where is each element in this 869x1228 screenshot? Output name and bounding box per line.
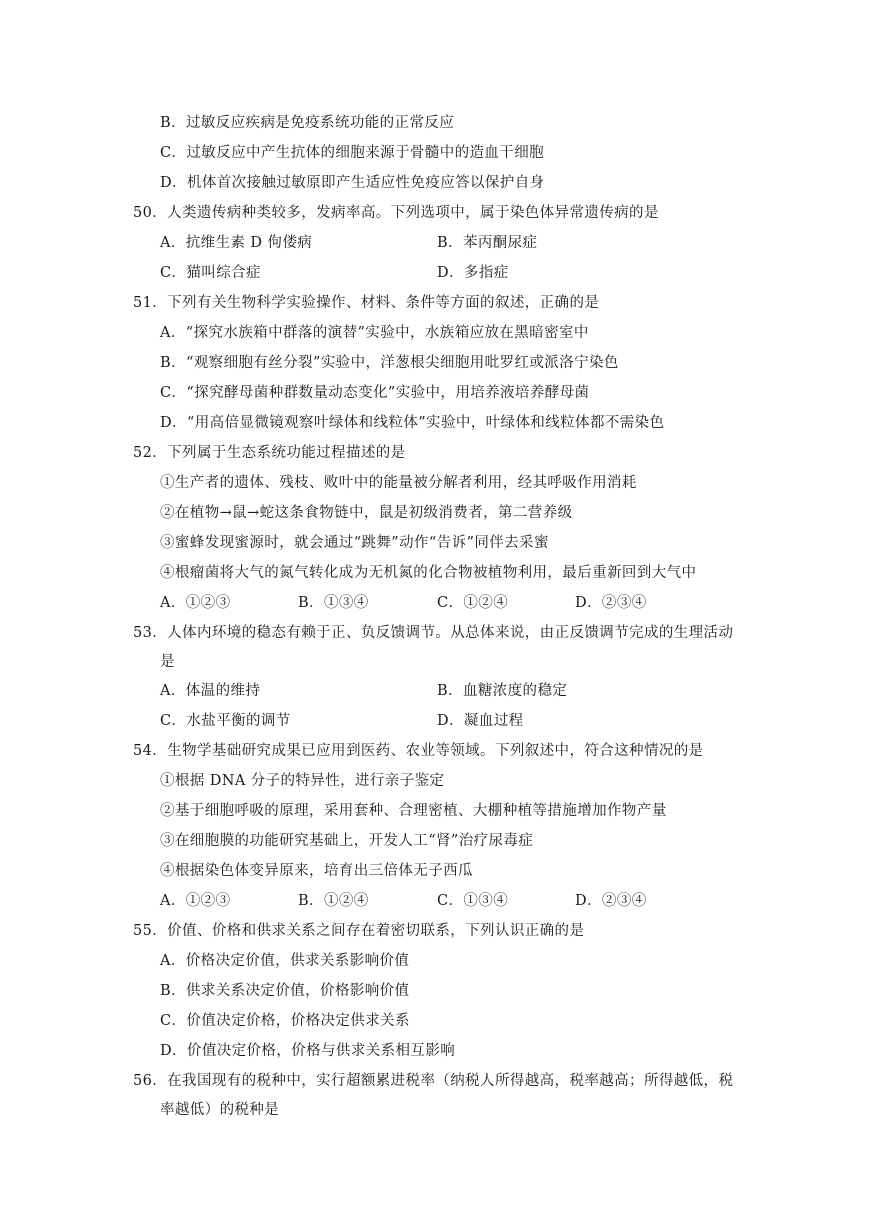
q50-option-d: D．多指症 — [437, 265, 509, 281]
q55-option-a: A．价格决定价值，供求关系影响价值 — [160, 953, 410, 969]
q49-option-c: C．过敏反应中产生抗体的细胞来源于骨髓中的造血干细胞 — [160, 145, 544, 161]
q53-stem-line-2: 是 — [160, 654, 175, 670]
q53-stem-line-1: 53．人体内环境的稳态有赖于正、负反馈调节。从总体来说，由正反馈调节完成的生理活动 — [133, 625, 734, 641]
q50-option-a: A．抗维生素 D 佝偻病 — [160, 235, 313, 251]
q54-statement-4: ④根据染色体变异原来，培育出三倍体无子西瓜 — [160, 863, 473, 879]
q55-stem: 55．价值、价格和供求关系之间存在着密切联系，下列认识正确的是 — [133, 923, 585, 939]
q54-option-d: D．②③④ — [575, 893, 647, 909]
q53-option-c: C．水盐平衡的调节 — [160, 713, 291, 729]
q49-option-b: B．过敏反应疾病是免疫系统功能的正常反应 — [160, 115, 455, 131]
q49-option-d: D．机体首次接触过敏原即产生适应性免疫应答以保护自身 — [160, 175, 545, 191]
q51-option-a: A．“探究水族箱中群落的演替”实验中，水族箱应放在黑暗密室中 — [160, 325, 589, 341]
q51-option-b: B．“观察细胞有丝分裂”实验中，洋葱根尖细胞用吡罗红或派洛宁染色 — [160, 355, 619, 371]
q53-option-d: D．凝血过程 — [437, 713, 524, 729]
q54-option-a: A．①②③ — [160, 893, 231, 909]
q51-option-c: C．“探究酵母菌种群数量动态变化”实验中，用培养液培养酵母菌 — [160, 385, 590, 401]
q52-statement-2: ②在植物→鼠→蛇这条食物链中，鼠是初级消费者，第二营养级 — [160, 505, 573, 521]
q52-stem: 52．下列属于生态系统功能过程描述的是 — [133, 445, 406, 461]
q54-statement-1: ①根据 DNA 分子的特异性，进行亲子鉴定 — [160, 773, 445, 789]
q56-stem-line-1: 56．在我国现有的税种中，实行超额累进税率（纳税人所得越高，税率越高；所得越低，税 — [133, 1073, 734, 1089]
q53-option-a: A．体温的维持 — [160, 683, 261, 699]
q52-option-b: B．①③④ — [298, 595, 369, 611]
q52-option-a: A．①②③ — [160, 595, 231, 611]
q51-option-d: D．“用高倍显微镜观察叶绿体和线粒体”实验中，叶绿体和线粒体都不需染色 — [160, 415, 665, 431]
q53-option-b: B．血糖浓度的稳定 — [437, 683, 568, 699]
q52-statement-1: ①生产者的遗体、残枝、败叶中的能量被分解者利用，经其呼吸作用消耗 — [160, 475, 637, 491]
q55-option-d: D．价值决定价格，价格与供求关系相互影响 — [160, 1043, 456, 1059]
q56-stem-line-2: 率越低）的税种是 — [160, 1102, 280, 1118]
q50-stem: 50．人类遗传病种类较多，发病率高。下列选项中，属于染色体异常遗传病的是 — [133, 205, 659, 221]
q52-option-c: C．①②④ — [437, 595, 509, 611]
q51-stem: 51．下列有关生物科学实验操作、材料、条件等方面的叙述，正确的是 — [133, 295, 600, 311]
q52-statement-3: ③蜜蜂发现蜜源时，就会通过“跳舞”动作“告诉”同伴去采蜜 — [160, 535, 549, 551]
q54-option-b: B．①②④ — [298, 893, 369, 909]
q52-statement-4: ④根瘤菌将大气的氮气转化成为无机氮的化合物被植物利用，最后重新回到大气中 — [160, 565, 697, 581]
q54-statement-2: ②基于细胞呼吸的原理，采用套种、合理密植、大棚种植等措施增加作物产量 — [160, 803, 667, 819]
q50-option-b: B．苯丙酮尿症 — [437, 235, 538, 251]
q55-option-c: C．价值决定价格，价格决定供求关系 — [160, 1013, 410, 1029]
q50-option-c: C．猫叫综合症 — [160, 265, 261, 281]
q52-option-d: D．②③④ — [575, 595, 647, 611]
q54-stem: 54．生物学基础研究成果已应用到医药、农业等领域。下列叙述中，符合这种情况的是 — [133, 743, 704, 759]
q54-option-c: C．①③④ — [437, 893, 509, 909]
q55-option-b: B．供求关系决定价值，价格影响价值 — [160, 983, 410, 999]
q54-statement-3: ③在细胞膜的功能研究基础上，开发人工“肾”治疗尿毒症 — [160, 833, 534, 849]
